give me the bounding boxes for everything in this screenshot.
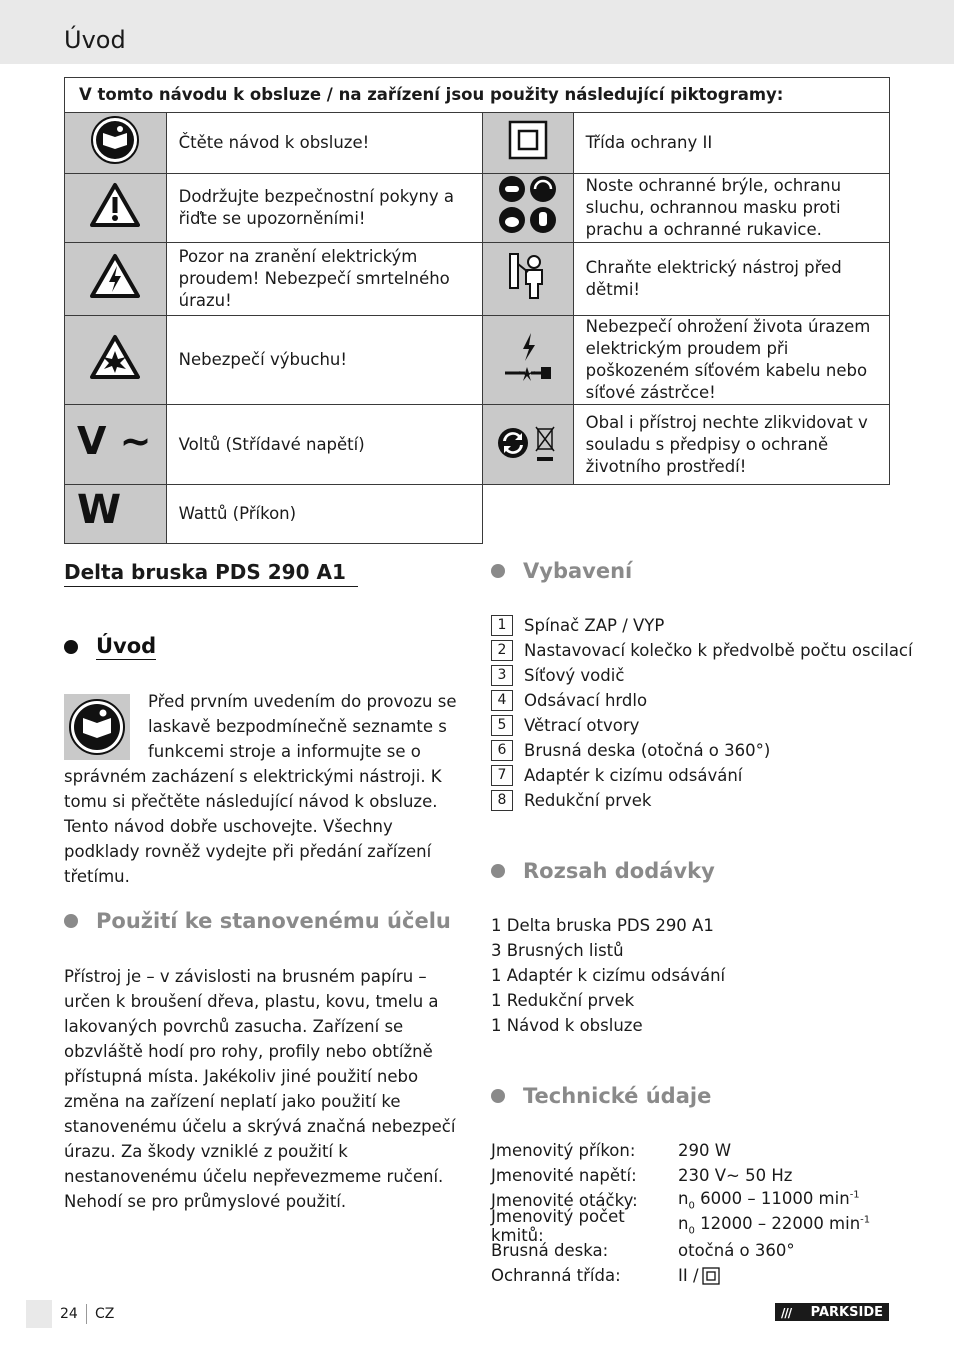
list-item: 4 Odsávací hrdlo <box>491 688 913 713</box>
list-item: 1 Delta bruska PDS 290 A1 <box>491 916 714 935</box>
bullet-icon <box>491 1089 505 1103</box>
list-item: 1 Adaptér k cizímu odsávání <box>491 966 726 985</box>
volt-ac-symbol: V ~ <box>77 418 152 463</box>
list-item: 7 Adaptér k cizímu odsávání <box>491 763 913 788</box>
bullet-icon <box>64 640 78 654</box>
picto-text: Pozor na zranění elektrickým proudem! Nebezpečí smrtelného úrazu! <box>166 243 483 316</box>
bullet-icon <box>491 564 505 578</box>
intro-heading: Úvod <box>64 634 156 660</box>
table-row: Brusná deska: otočná o 360° <box>491 1241 795 1260</box>
picto-text: Dodržujte bezpečnostní pokyny a řiďte se upozorněními! <box>166 174 483 243</box>
damaged-cable-icon <box>483 316 573 405</box>
tech-heading: Technické údaje <box>491 1084 711 1108</box>
picto-text: Voltů (Střídavé napětí) <box>166 405 483 485</box>
picto-text: Wattů (Příkon) <box>166 485 483 544</box>
protection-class-ii-icon <box>702 1267 720 1285</box>
list-item: 1 Redukční prvek <box>491 991 635 1010</box>
watt-icon <box>65 485 167 544</box>
equipment-heading: Vybavení <box>491 559 632 583</box>
table-row: Jmenovitý příkon: 290 W <box>491 1141 732 1160</box>
picto-text: Chraňte elektrický nástroj před dětmi! <box>573 243 889 316</box>
bullet-icon <box>64 914 78 928</box>
table-row: Jmenovitý počet kmitů: $n_0$ 12000 – 22000 $\min^{-1}$ <box>491 1206 871 1245</box>
product-title: Delta bruska PDS 290 A1 <box>64 560 358 587</box>
language-code: CZ <box>95 1306 115 1322</box>
list-item: 3 Brusných listů <box>491 941 624 960</box>
footer-divider <box>86 1304 87 1324</box>
read-manual-icon <box>65 113 167 174</box>
list-item: 5 Větrací otvory <box>491 713 913 738</box>
picto-text: Noste ochranné brýle, ochranu sluchu, ochrannou masku proti prachu a ochranné rukavice. <box>573 174 889 243</box>
picto-text: Čtěte návod k obsluze! <box>166 113 483 174</box>
table-row: Jmenovité napětí: 230 V~ 50 Hz <box>491 1166 793 1185</box>
page-number: 24 <box>60 1306 78 1322</box>
footer-tab <box>26 1300 52 1328</box>
page-title: Úvod <box>64 26 126 54</box>
picto-text: Obal i přístroj nechte zlikvidovat v souladu s předpisy o ochraně životního prostředí! <box>573 405 889 485</box>
tech-table <box>491 1138 870 1288</box>
table-row: Jmenovité otáčky: $n_0$ 6000 – 11000 $\min^{-1}$ <box>491 1189 860 1212</box>
keep-away-children-icon <box>483 243 573 316</box>
warning-triangle-icon <box>65 174 167 243</box>
protection-class-ii-icon <box>483 113 573 174</box>
intended-use-heading: Použití ke stanovenému účelu <box>64 909 451 933</box>
equipment-list <box>491 613 913 813</box>
bullet-icon <box>491 864 505 878</box>
explosion-icon <box>65 316 167 405</box>
list-item: 1 Spínač ZAP / VYP <box>491 613 913 638</box>
electric-shock-icon <box>65 243 167 316</box>
watt-symbol: W <box>77 487 122 533</box>
intro-text: Před prvním uvedením do provozu se laskavě bezpodmínečně seznamte s funkcemi stroje a informujte se o správném zacházení s elektrickými nástroji. K tomu si přečtěte následující návod k obsluze. Tento návod dobře uschovejte. Všechny podklady rovněž vydejte při předání zařízení třetímu. <box>64 692 457 886</box>
protective-equipment-icon <box>483 174 573 243</box>
list-item: 2 Nastavovací kolečko k předvolbě počtu oscilací <box>491 638 913 663</box>
table-row: Ochranná třída: II / <box>491 1263 870 1288</box>
volt-ac-icon <box>65 405 167 485</box>
pictogram-table <box>64 77 890 544</box>
picto-text: Nebezpečí výbuchu! <box>166 316 483 405</box>
pictogram-table-heading: V tomto návodu k obsluze / na zařízení jsou použity následující piktogramy: <box>65 78 890 113</box>
recycling-icon <box>483 405 573 485</box>
intended-use-text: Přístroj je – v závislosti na brusném papíru – určen k broušení dřeva, plastu, kovu, tmelu a lakovaných povrchů zasucha. Zařízení se obzvláště hodí pro rohy, profily nebo obtížně přístupná místa. Jakékoliv jiné použití nebo změna na zařízení neplatí jako použití ke stanovenému účelu a skrývá značná nebezpečí úrazu. Za škody vzniklé z použití k nestanovenému účelu nepřevezmeme ručení. Nehodí se pro průmyslové použití. <box>64 967 456 1211</box>
delivery-list <box>491 913 725 1038</box>
brand-logo: /// PARKSIDE <box>775 1303 889 1321</box>
list-item: 1 Návod k obsluze <box>491 1016 643 1035</box>
list-item: 8 Redukční prvek <box>491 788 913 813</box>
delivery-heading: Rozsah dodávky <box>491 859 715 883</box>
picto-text: Třída ochrany II <box>573 113 889 174</box>
top-bar <box>0 0 954 64</box>
list-item: 3 Síťový vodič <box>491 663 913 688</box>
picto-text: Nebezpečí ohrožení života úrazem elektrickým proudem při poškozeném síťovém kabelu nebo síťové zástrčce! <box>573 316 889 405</box>
list-item: 6 Brusná deska (otočná o 360°) <box>491 738 913 763</box>
